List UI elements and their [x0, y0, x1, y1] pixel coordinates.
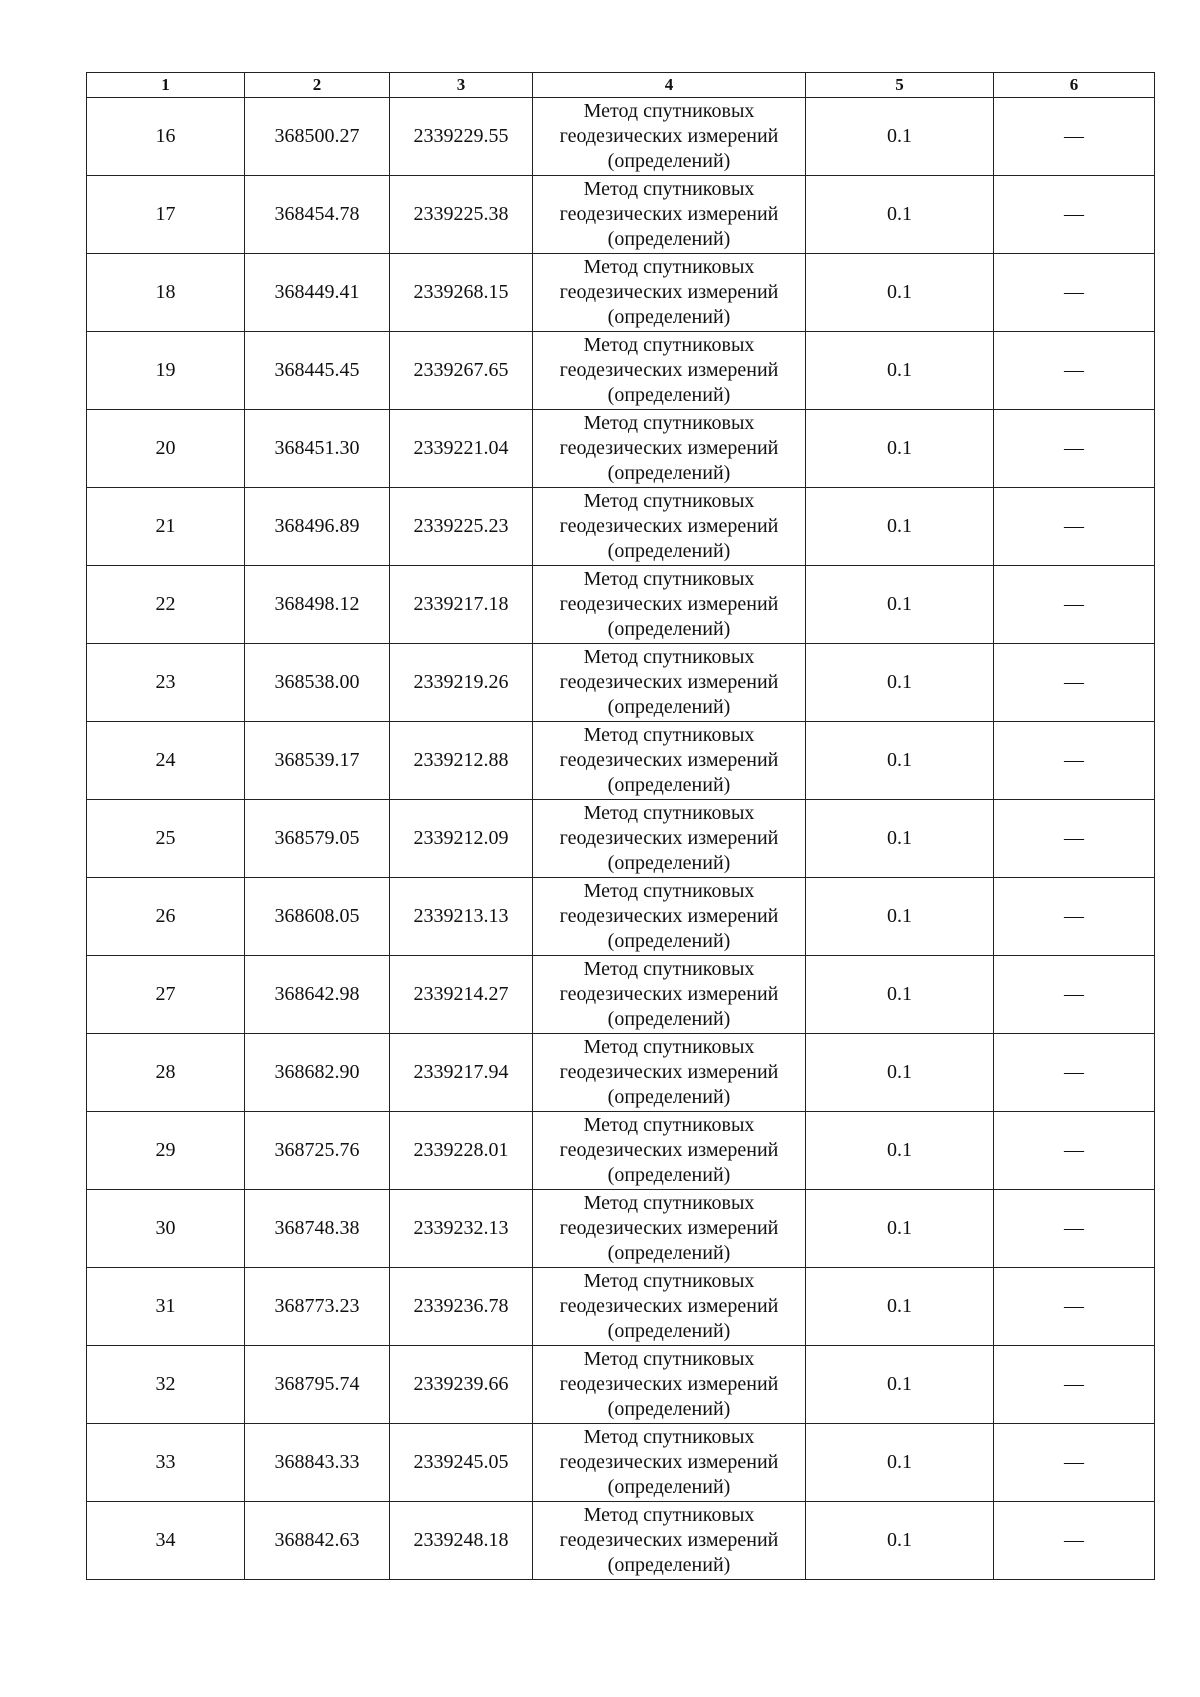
method-line: Метод спутниковых — [583, 1192, 755, 1214]
method-line: (определений) — [607, 774, 731, 796]
x-coordinate-cell: 368454.78 — [245, 176, 390, 254]
x-coordinate-cell: 368579.05 — [245, 800, 390, 878]
x-coordinate-cell: 368748.38 — [245, 1190, 390, 1268]
x-coordinate-cell: 368725.76 — [245, 1112, 390, 1190]
accuracy-cell: 0.1 — [806, 332, 994, 410]
accuracy-cell: 0.1 — [806, 1190, 994, 1268]
point-number-cell: 26 — [87, 878, 245, 956]
y-coordinate-cell: 2339232.13 — [390, 1190, 533, 1268]
x-coordinate-cell: 368498.12 — [245, 566, 390, 644]
table-row — [87, 176, 1155, 254]
method-line: Метод спутниковых — [583, 880, 755, 902]
method-line: геодезических измерений — [559, 359, 779, 381]
accuracy-cell: 0.1 — [806, 254, 994, 332]
x-coordinate-cell: 368682.90 — [245, 1034, 390, 1112]
note-cell: — — [994, 566, 1155, 644]
header-cell-1: 1 — [87, 73, 245, 98]
method-line: (определений) — [607, 1320, 731, 1342]
x-coordinate-cell: 368773.23 — [245, 1268, 390, 1346]
x-coordinate-cell: 368538.00 — [245, 644, 390, 722]
method-cell — [533, 176, 806, 254]
method-line: Метод спутниковых — [583, 724, 755, 746]
y-coordinate-cell: 2339225.23 — [390, 488, 533, 566]
x-coordinate-cell: 368795.74 — [245, 1346, 390, 1424]
method-line: геодезических измерений — [559, 125, 779, 147]
note-cell: — — [994, 1034, 1155, 1112]
header-row — [87, 73, 1155, 98]
accuracy-cell: 0.1 — [806, 1034, 994, 1112]
point-number-cell: 25 — [87, 800, 245, 878]
accuracy-cell: 0.1 — [806, 722, 994, 800]
point-number-cell: 16 — [87, 98, 245, 176]
table-row — [87, 1502, 1155, 1580]
x-coordinate-cell: 368500.27 — [245, 98, 390, 176]
x-coordinate-cell: 368843.33 — [245, 1424, 390, 1502]
method-line: Метод спутниковых — [583, 412, 755, 434]
note-cell: — — [994, 1502, 1155, 1580]
point-number-cell: 32 — [87, 1346, 245, 1424]
method-cell — [533, 1034, 806, 1112]
method-cell — [533, 1502, 806, 1580]
table-row — [87, 1268, 1155, 1346]
y-coordinate-cell: 2339228.01 — [390, 1112, 533, 1190]
header-cell-6: 6 — [994, 73, 1155, 98]
method-line: Метод спутниковых — [583, 958, 755, 980]
note-cell: — — [994, 956, 1155, 1034]
table-body — [87, 98, 1155, 1580]
accuracy-cell: 0.1 — [806, 956, 994, 1034]
method-line: (определений) — [607, 1476, 731, 1498]
method-line: (определений) — [607, 852, 731, 874]
note-cell: — — [994, 1190, 1155, 1268]
method-line: геодезических измерений — [559, 1139, 779, 1161]
note-cell: — — [994, 98, 1155, 176]
method-line: Метод спутниковых — [583, 1270, 755, 1292]
table-row — [87, 98, 1155, 176]
method-line: (определений) — [607, 462, 731, 484]
method-cell — [533, 722, 806, 800]
y-coordinate-cell: 2339239.66 — [390, 1346, 533, 1424]
method-line: (определений) — [607, 1242, 731, 1264]
note-cell: — — [994, 488, 1155, 566]
method-line: Метод спутниковых — [583, 178, 755, 200]
method-line: геодезических измерений — [559, 749, 779, 771]
method-line: Метод спутниковых — [583, 490, 755, 512]
x-coordinate-cell: 368608.05 — [245, 878, 390, 956]
method-cell — [533, 956, 806, 1034]
x-coordinate-cell: 368451.30 — [245, 410, 390, 488]
method-line: геодезических измерений — [559, 593, 779, 615]
table-row — [87, 254, 1155, 332]
note-cell: — — [994, 410, 1155, 488]
method-line: Метод спутниковых — [583, 256, 755, 278]
accuracy-cell: 0.1 — [806, 488, 994, 566]
y-coordinate-cell: 2339217.18 — [390, 566, 533, 644]
accuracy-cell: 0.1 — [806, 1268, 994, 1346]
header-cell-2: 2 — [245, 73, 390, 98]
method-line: геодезических измерений — [559, 983, 779, 1005]
y-coordinate-cell: 2339213.13 — [390, 878, 533, 956]
method-line: Метод спутниковых — [583, 1504, 755, 1526]
header-cell-3: 3 — [390, 73, 533, 98]
table-row — [87, 1346, 1155, 1424]
point-number-cell: 24 — [87, 722, 245, 800]
point-number-cell: 27 — [87, 956, 245, 1034]
accuracy-cell: 0.1 — [806, 176, 994, 254]
table-row — [87, 1034, 1155, 1112]
method-line: геодезических измерений — [559, 827, 779, 849]
note-cell: — — [994, 176, 1155, 254]
accuracy-cell: 0.1 — [806, 1112, 994, 1190]
method-line: (определений) — [607, 1554, 731, 1576]
method-line: Метод спутниковых — [583, 568, 755, 590]
table-row — [87, 488, 1155, 566]
method-line: геодезических измерений — [559, 671, 779, 693]
method-line: (определений) — [607, 1008, 731, 1030]
method-line: (определений) — [607, 1164, 731, 1186]
accuracy-cell: 0.1 — [806, 644, 994, 722]
table-row — [87, 800, 1155, 878]
table-row — [87, 332, 1155, 410]
x-coordinate-cell: 368445.45 — [245, 332, 390, 410]
coordinates-table — [86, 72, 1155, 1580]
method-cell — [533, 800, 806, 878]
method-line: геодезических измерений — [559, 905, 779, 927]
x-coordinate-cell: 368842.63 — [245, 1502, 390, 1580]
note-cell: — — [994, 878, 1155, 956]
note-cell: — — [994, 1112, 1155, 1190]
point-number-cell: 22 — [87, 566, 245, 644]
note-cell: — — [994, 1268, 1155, 1346]
point-number-cell: 21 — [87, 488, 245, 566]
method-line: геодезических измерений — [559, 1529, 779, 1551]
method-cell — [533, 1346, 806, 1424]
point-number-cell: 34 — [87, 1502, 245, 1580]
method-cell — [533, 878, 806, 956]
table-row — [87, 1424, 1155, 1502]
y-coordinate-cell: 2339221.04 — [390, 410, 533, 488]
method-line: (определений) — [607, 384, 731, 406]
method-line: Метод спутниковых — [583, 334, 755, 356]
note-cell: — — [994, 332, 1155, 410]
point-number-cell: 17 — [87, 176, 245, 254]
table-row — [87, 722, 1155, 800]
y-coordinate-cell: 2339219.26 — [390, 644, 533, 722]
x-coordinate-cell: 368539.17 — [245, 722, 390, 800]
point-number-cell: 33 — [87, 1424, 245, 1502]
table-row — [87, 1112, 1155, 1190]
table-row — [87, 878, 1155, 956]
method-line: геодезических измерений — [559, 1295, 779, 1317]
method-cell — [533, 98, 806, 176]
accuracy-cell: 0.1 — [806, 1346, 994, 1424]
method-line: геодезических измерений — [559, 437, 779, 459]
method-line: геодезических измерений — [559, 1217, 779, 1239]
accuracy-cell: 0.1 — [806, 800, 994, 878]
x-coordinate-cell: 368449.41 — [245, 254, 390, 332]
table-row — [87, 644, 1155, 722]
x-coordinate-cell: 368496.89 — [245, 488, 390, 566]
method-cell — [533, 488, 806, 566]
method-line: Метод спутниковых — [583, 1114, 755, 1136]
table-row — [87, 956, 1155, 1034]
method-cell — [533, 644, 806, 722]
method-cell — [533, 1424, 806, 1502]
point-number-cell: 19 — [87, 332, 245, 410]
point-number-cell: 28 — [87, 1034, 245, 1112]
method-line: (определений) — [607, 618, 731, 640]
y-coordinate-cell: 2339225.38 — [390, 176, 533, 254]
table-row — [87, 566, 1155, 644]
method-line: (определений) — [607, 696, 731, 718]
method-line: Метод спутниковых — [583, 802, 755, 824]
method-line: (определений) — [607, 540, 731, 562]
note-cell: — — [994, 1424, 1155, 1502]
point-number-cell: 20 — [87, 410, 245, 488]
x-coordinate-cell: 368642.98 — [245, 956, 390, 1034]
accuracy-cell: 0.1 — [806, 878, 994, 956]
method-line: геодезических измерений — [559, 203, 779, 225]
method-line: геодезических измерений — [559, 515, 779, 537]
point-number-cell: 18 — [87, 254, 245, 332]
table-row — [87, 1190, 1155, 1268]
method-cell — [533, 254, 806, 332]
y-coordinate-cell: 2339245.05 — [390, 1424, 533, 1502]
method-line: (определений) — [607, 306, 731, 328]
table-row — [87, 410, 1155, 488]
method-line: Метод спутниковых — [583, 1348, 755, 1370]
accuracy-cell: 0.1 — [806, 1502, 994, 1580]
note-cell: — — [994, 1346, 1155, 1424]
y-coordinate-cell: 2339217.94 — [390, 1034, 533, 1112]
note-cell: — — [994, 800, 1155, 878]
method-line: Метод спутниковых — [583, 646, 755, 668]
method-line: Метод спутниковых — [583, 1426, 755, 1448]
point-number-cell: 31 — [87, 1268, 245, 1346]
method-line: геодезических измерений — [559, 1451, 779, 1473]
note-cell: — — [994, 644, 1155, 722]
y-coordinate-cell: 2339214.27 — [390, 956, 533, 1034]
method-cell — [533, 566, 806, 644]
y-coordinate-cell: 2339248.18 — [390, 1502, 533, 1580]
accuracy-cell: 0.1 — [806, 410, 994, 488]
method-line: (определений) — [607, 1398, 731, 1420]
header-cell-5: 5 — [806, 73, 994, 98]
accuracy-cell: 0.1 — [806, 1424, 994, 1502]
method-cell — [533, 1268, 806, 1346]
method-line: (определений) — [607, 228, 731, 250]
method-line: геодезических измерений — [559, 1061, 779, 1083]
y-coordinate-cell: 2339212.09 — [390, 800, 533, 878]
y-coordinate-cell: 2339236.78 — [390, 1268, 533, 1346]
point-number-cell: 30 — [87, 1190, 245, 1268]
method-line: (определений) — [607, 1086, 731, 1108]
y-coordinate-cell: 2339267.65 — [390, 332, 533, 410]
header-cell-4: 4 — [533, 73, 806, 98]
y-coordinate-cell: 2339268.15 — [390, 254, 533, 332]
point-number-cell: 29 — [87, 1112, 245, 1190]
method-line: Метод спутниковых — [583, 100, 755, 122]
y-coordinate-cell: 2339229.55 — [390, 98, 533, 176]
accuracy-cell: 0.1 — [806, 98, 994, 176]
method-line: Метод спутниковых — [583, 1036, 755, 1058]
method-cell — [533, 332, 806, 410]
method-cell — [533, 1112, 806, 1190]
method-cell — [533, 1190, 806, 1268]
point-number-cell: 23 — [87, 644, 245, 722]
method-line: (определений) — [607, 930, 731, 952]
note-cell: — — [994, 254, 1155, 332]
y-coordinate-cell: 2339212.88 — [390, 722, 533, 800]
method-line: (определений) — [607, 150, 731, 172]
method-line: геодезических измерений — [559, 281, 779, 303]
method-line: геодезических измерений — [559, 1373, 779, 1395]
note-cell: — — [994, 722, 1155, 800]
accuracy-cell: 0.1 — [806, 566, 994, 644]
method-cell — [533, 410, 806, 488]
